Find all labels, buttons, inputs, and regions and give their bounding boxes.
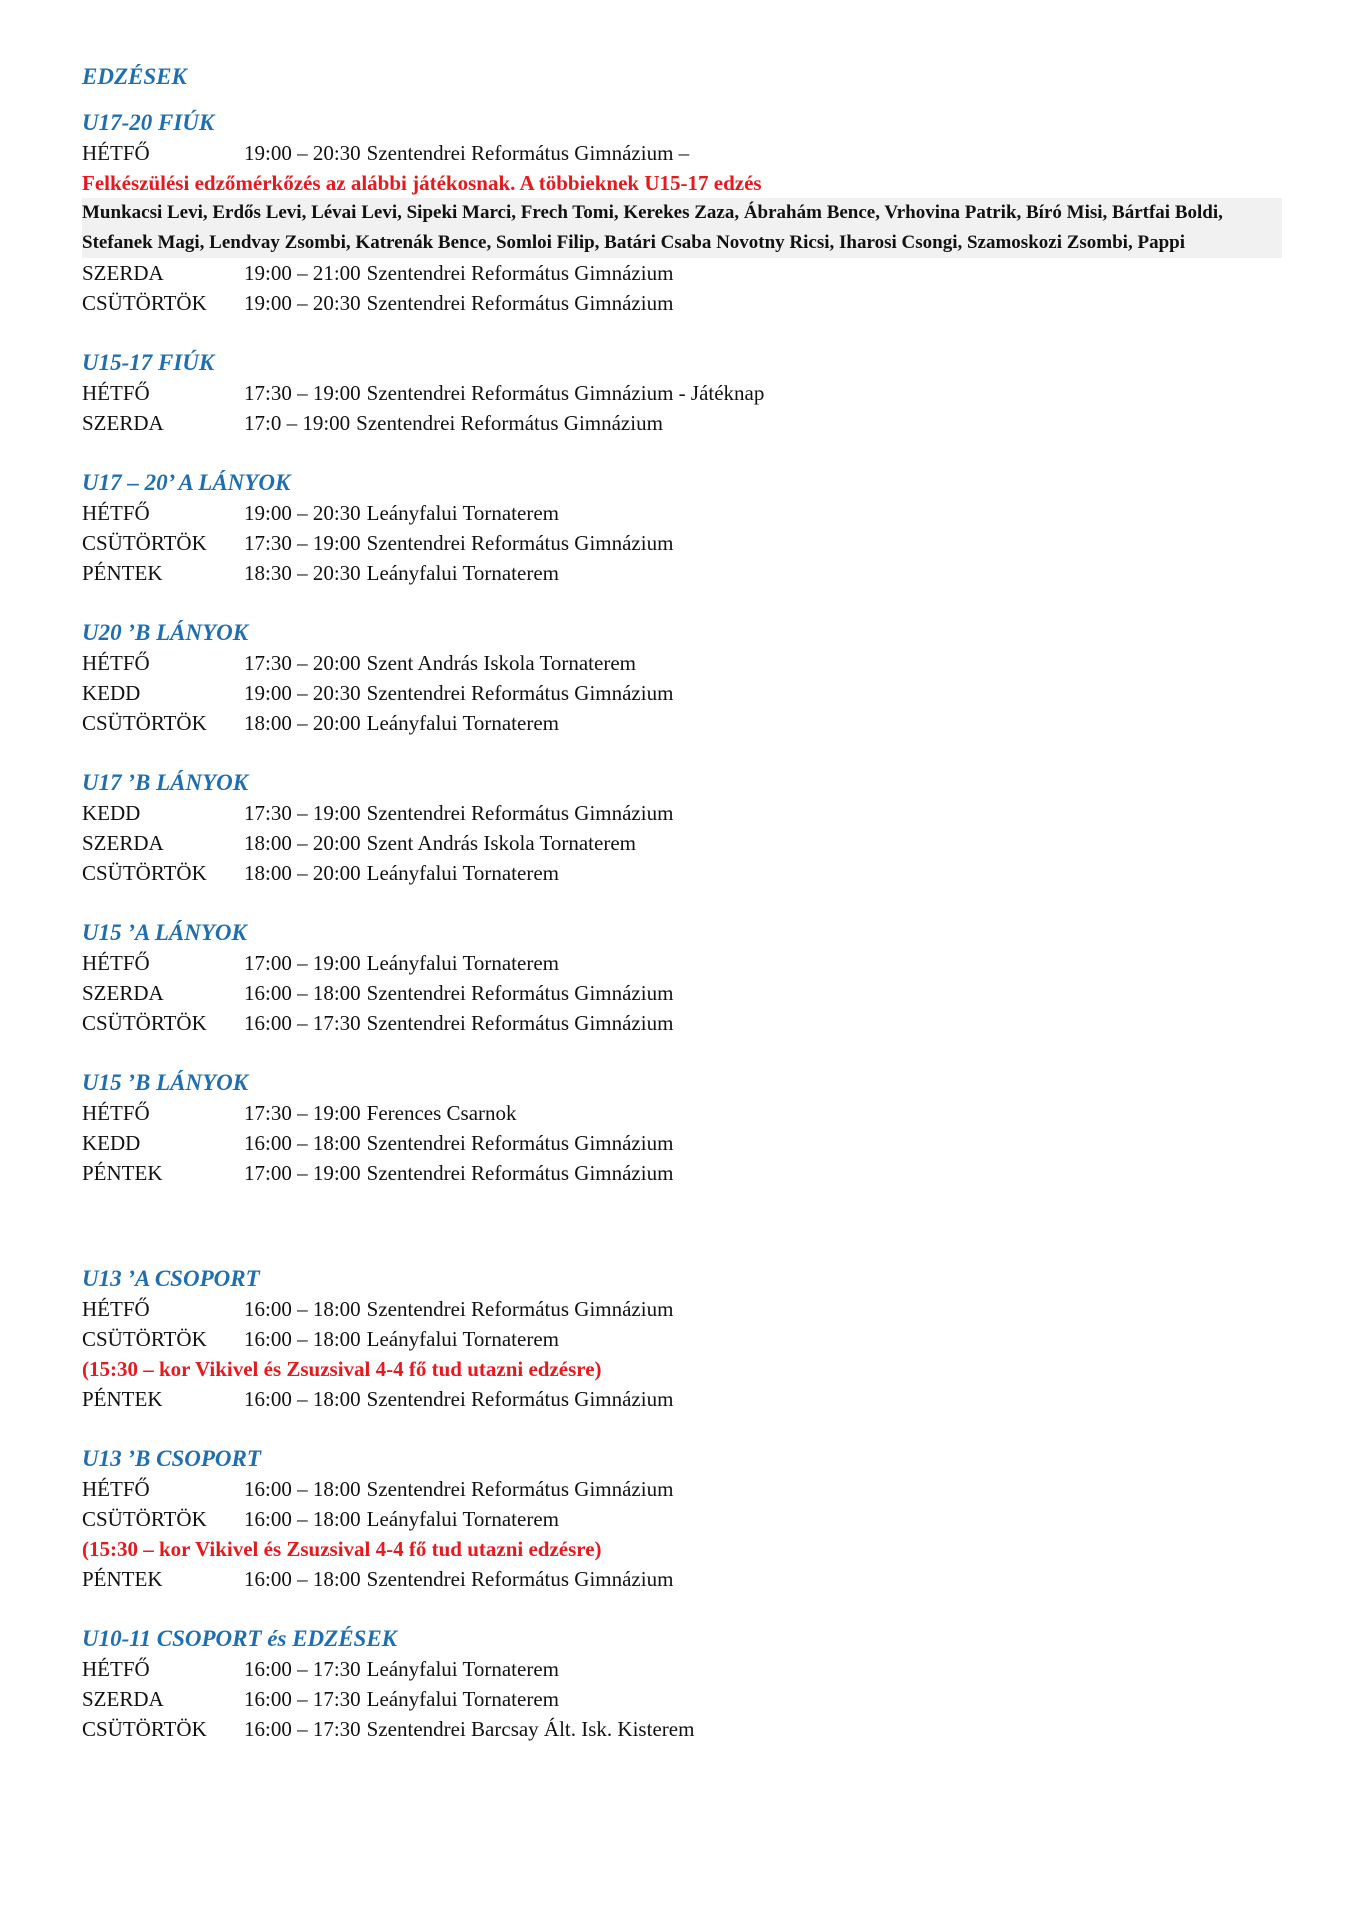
- schedule-section: [82, 348, 1282, 438]
- location: Leányfalui Tornaterem: [366, 861, 559, 885]
- location: Szentendrei Református Gimnázium: [366, 1567, 674, 1591]
- time-range: 16:00 – 18:00: [244, 1567, 361, 1591]
- location: Szentendrei Református Gimnázium: [366, 291, 674, 315]
- location: Leányfalui Tornaterem: [366, 711, 559, 735]
- schedule-row: [82, 528, 1282, 558]
- schedule-row: [82, 858, 1282, 888]
- schedule-section: [82, 1264, 1282, 1414]
- section-title: U13 ’B CSOPORT: [82, 1446, 261, 1471]
- schedule-row: [82, 1128, 1282, 1158]
- location: Leányfalui Tornaterem: [366, 561, 559, 585]
- day-label: CSÜTÖRTÖK: [82, 531, 207, 555]
- day-label: KEDD: [82, 681, 141, 705]
- schedule-section: [82, 468, 1282, 588]
- schedule-row: [82, 378, 1282, 408]
- day-label: KEDD: [82, 1131, 141, 1155]
- time-range: 18:00 – 20:00: [244, 861, 361, 885]
- day-label: SZERDA: [82, 261, 164, 285]
- schedule-section: [82, 1444, 1282, 1594]
- schedule-row: [82, 1158, 1282, 1188]
- day-label: SZERDA: [82, 981, 164, 1005]
- day-label: HÉTFŐ: [82, 951, 150, 975]
- section-title: U15 ’B LÁNYOK: [82, 1070, 249, 1095]
- location: Szentendrei Református Gimnázium: [366, 801, 674, 825]
- schedule-row: [82, 558, 1282, 588]
- page-title: EDZÉSEK: [82, 64, 187, 89]
- location: Szentendrei Református Gimnázium: [356, 411, 663, 435]
- time-range: 17:0 – 19:00: [244, 411, 351, 435]
- day-label: KEDD: [82, 801, 141, 825]
- section-title: U17-20 FIÚK: [82, 110, 215, 135]
- location: Leányfalui Tornaterem: [366, 1657, 559, 1681]
- time-range: 17:30 – 19:00: [244, 531, 361, 555]
- schedule-row: [82, 1384, 1282, 1414]
- red-note: Felkészülési edzőmérkőzés az alábbi játékosnak. A többieknek U15-17 edzés: [82, 171, 762, 195]
- section-title: U15-17 FIÚK: [82, 350, 215, 375]
- time-range: 19:00 – 21:00: [244, 261, 361, 285]
- day-label: HÉTFŐ: [82, 141, 150, 165]
- day-label: HÉTFŐ: [82, 1477, 150, 1501]
- time-range: 16:00 – 18:00: [244, 1297, 361, 1321]
- time-range: 16:00 – 18:00: [244, 1477, 361, 1501]
- schedule-document: [82, 62, 1282, 1774]
- schedule-row: [82, 1504, 1282, 1534]
- schedule-row: [82, 258, 1282, 288]
- sections-container: [82, 108, 1282, 1744]
- red-note: (15:30 – kor Vikivel és Zsuzsival 4-4 fő tud utazni edzésre): [82, 1357, 602, 1381]
- schedule-row: [82, 1714, 1282, 1744]
- schedule-row: [82, 408, 1282, 438]
- day-label: SZERDA: [82, 411, 164, 435]
- day-label: PÉNTEK: [82, 561, 163, 585]
- day-label: HÉTFŐ: [82, 501, 150, 525]
- day-label: HÉTFŐ: [82, 381, 150, 405]
- location: Leányfalui Tornaterem: [366, 951, 559, 975]
- day-label: CSÜTÖRTÖK: [82, 291, 207, 315]
- schedule-row: [82, 828, 1282, 858]
- day-label: HÉTFŐ: [82, 651, 150, 675]
- time-range: 19:00 – 20:30: [244, 681, 361, 705]
- schedule-row: [82, 798, 1282, 828]
- time-range: 16:00 – 18:00: [244, 1131, 361, 1155]
- schedule-row: [82, 648, 1282, 678]
- location: Szent András Iskola Tornaterem: [366, 651, 636, 675]
- location: Leányfalui Tornaterem: [366, 1507, 559, 1531]
- day-label: CSÜTÖRTÖK: [82, 1011, 207, 1035]
- schedule-row: [82, 1684, 1282, 1714]
- schedule-row: [82, 138, 1282, 168]
- location: Szentendrei Református Gimnázium: [366, 261, 674, 285]
- section-title: U17 – 20’ A LÁNYOK: [82, 470, 291, 495]
- time-range: 16:00 – 17:30: [244, 1687, 361, 1711]
- day-label: HÉTFŐ: [82, 1657, 150, 1681]
- day-label: CSÜTÖRTÖK: [82, 861, 207, 885]
- location: Szentendrei Református Gimnázium: [366, 1131, 674, 1155]
- section-title: U15 ’A LÁNYOK: [82, 920, 247, 945]
- time-range: 16:00 – 18:00: [244, 1327, 361, 1351]
- location: Szentendrei Református Gimnázium: [366, 1387, 674, 1411]
- schedule-section: [82, 108, 1282, 318]
- schedule-row: [82, 708, 1282, 738]
- section-title: U20 ’B LÁNYOK: [82, 620, 249, 645]
- schedule-row: [82, 288, 1282, 318]
- schedule-section: [82, 768, 1282, 888]
- section-title: U13 ’A CSOPORT: [82, 1266, 260, 1291]
- time-range: 16:00 – 18:00: [244, 1507, 361, 1531]
- location: Szentendrei Református Gimnázium - Játéknap: [366, 381, 765, 405]
- day-label: SZERDA: [82, 1687, 164, 1711]
- schedule-row: [82, 1654, 1282, 1684]
- day-label: CSÜTÖRTÖK: [82, 1327, 207, 1351]
- time-range: 17:30 – 19:00: [244, 801, 361, 825]
- schedule-row: [82, 1008, 1282, 1038]
- section-title: U10-11 CSOPORT és EDZÉSEK: [82, 1626, 398, 1651]
- time-range: 18:30 – 20:30: [244, 561, 361, 585]
- day-label: HÉTFŐ: [82, 1297, 150, 1321]
- day-label: PÉNTEK: [82, 1387, 163, 1411]
- schedule-row: [82, 1564, 1282, 1594]
- location: Szent András Iskola Tornaterem: [366, 831, 636, 855]
- time-range: 16:00 – 17:30: [244, 1717, 361, 1741]
- location: Ferences Csarnok: [366, 1101, 517, 1125]
- time-range: 18:00 – 20:00: [244, 831, 361, 855]
- schedule-section: [82, 1624, 1282, 1744]
- time-range: 19:00 – 20:30: [244, 501, 361, 525]
- schedule-section: [82, 918, 1282, 1038]
- time-range: 16:00 – 17:30: [244, 1011, 361, 1035]
- schedule-row: [82, 978, 1282, 1008]
- schedule-row: [82, 1474, 1282, 1504]
- red-note: (15:30 – kor Vikivel és Zsuzsival 4-4 fő tud utazni edzésre): [82, 1537, 602, 1561]
- section-title: U17 ’B LÁNYOK: [82, 770, 249, 795]
- schedule-row: [82, 498, 1282, 528]
- day-label: CSÜTÖRTÖK: [82, 711, 207, 735]
- time-range: 16:00 – 18:00: [244, 1387, 361, 1411]
- time-range: 17:30 – 20:00: [244, 651, 361, 675]
- schedule-row: [82, 678, 1282, 708]
- player-list: Munkacsi Levi, Erdős Levi, Lévai Levi, Sipeki Marci, Frech Tomi, Kerekes Zaza, Ábrahám Bence, Vrhovina Patrik, Bíró Misi, Bártfai Boldi, Stefanek Magi, Lendvay Zsombi, Katrenák Bence, Somloi Filip, Batári Csaba Novotny Ricsi, Iharosi Csongi, Szamoskozi Zsombi, Pappi: [82, 198, 1282, 258]
- location: Szentendrei Református Gimnázium: [366, 1161, 674, 1185]
- location: Leányfalui Tornaterem: [366, 1327, 559, 1351]
- time-range: 17:30 – 19:00: [244, 381, 361, 405]
- location: Szentendrei Református Gimnázium –: [366, 141, 690, 165]
- time-range: 17:30 – 19:00: [244, 1101, 361, 1125]
- time-range: 16:00 – 17:30: [244, 1657, 361, 1681]
- schedule-row: [82, 1294, 1282, 1324]
- location: Szentendrei Református Gimnázium: [366, 1011, 674, 1035]
- schedule-row: [82, 1098, 1282, 1128]
- day-label: PÉNTEK: [82, 1567, 163, 1591]
- location: Szentendrei Református Gimnázium: [366, 1297, 674, 1321]
- schedule-row: [82, 948, 1282, 978]
- time-range: 17:00 – 19:00: [244, 951, 361, 975]
- location: Szentendrei Református Gimnázium: [366, 1477, 674, 1501]
- location: Szentendrei Barcsay Ált. Isk. Kisterem: [366, 1717, 695, 1741]
- day-label: CSÜTÖRTÖK: [82, 1507, 207, 1531]
- location: Szentendrei Református Gimnázium: [366, 531, 674, 555]
- time-range: 18:00 – 20:00: [244, 711, 361, 735]
- time-range: 19:00 – 20:30: [244, 141, 361, 165]
- schedule-section: [82, 618, 1282, 738]
- day-label: SZERDA: [82, 831, 164, 855]
- time-range: 17:00 – 19:00: [244, 1161, 361, 1185]
- day-label: PÉNTEK: [82, 1161, 163, 1185]
- day-label: HÉTFŐ: [82, 1101, 150, 1125]
- day-label: CSÜTÖRTÖK: [82, 1717, 207, 1741]
- time-range: 16:00 – 18:00: [244, 981, 361, 1005]
- location: Szentendrei Református Gimnázium: [366, 981, 674, 1005]
- schedule-row: [82, 1324, 1282, 1354]
- schedule-section: [82, 1068, 1282, 1188]
- location: Szentendrei Református Gimnázium: [366, 681, 674, 705]
- location: Leányfalui Tornaterem: [366, 501, 559, 525]
- location: Leányfalui Tornaterem: [366, 1687, 559, 1711]
- time-range: 19:00 – 20:30: [244, 291, 361, 315]
